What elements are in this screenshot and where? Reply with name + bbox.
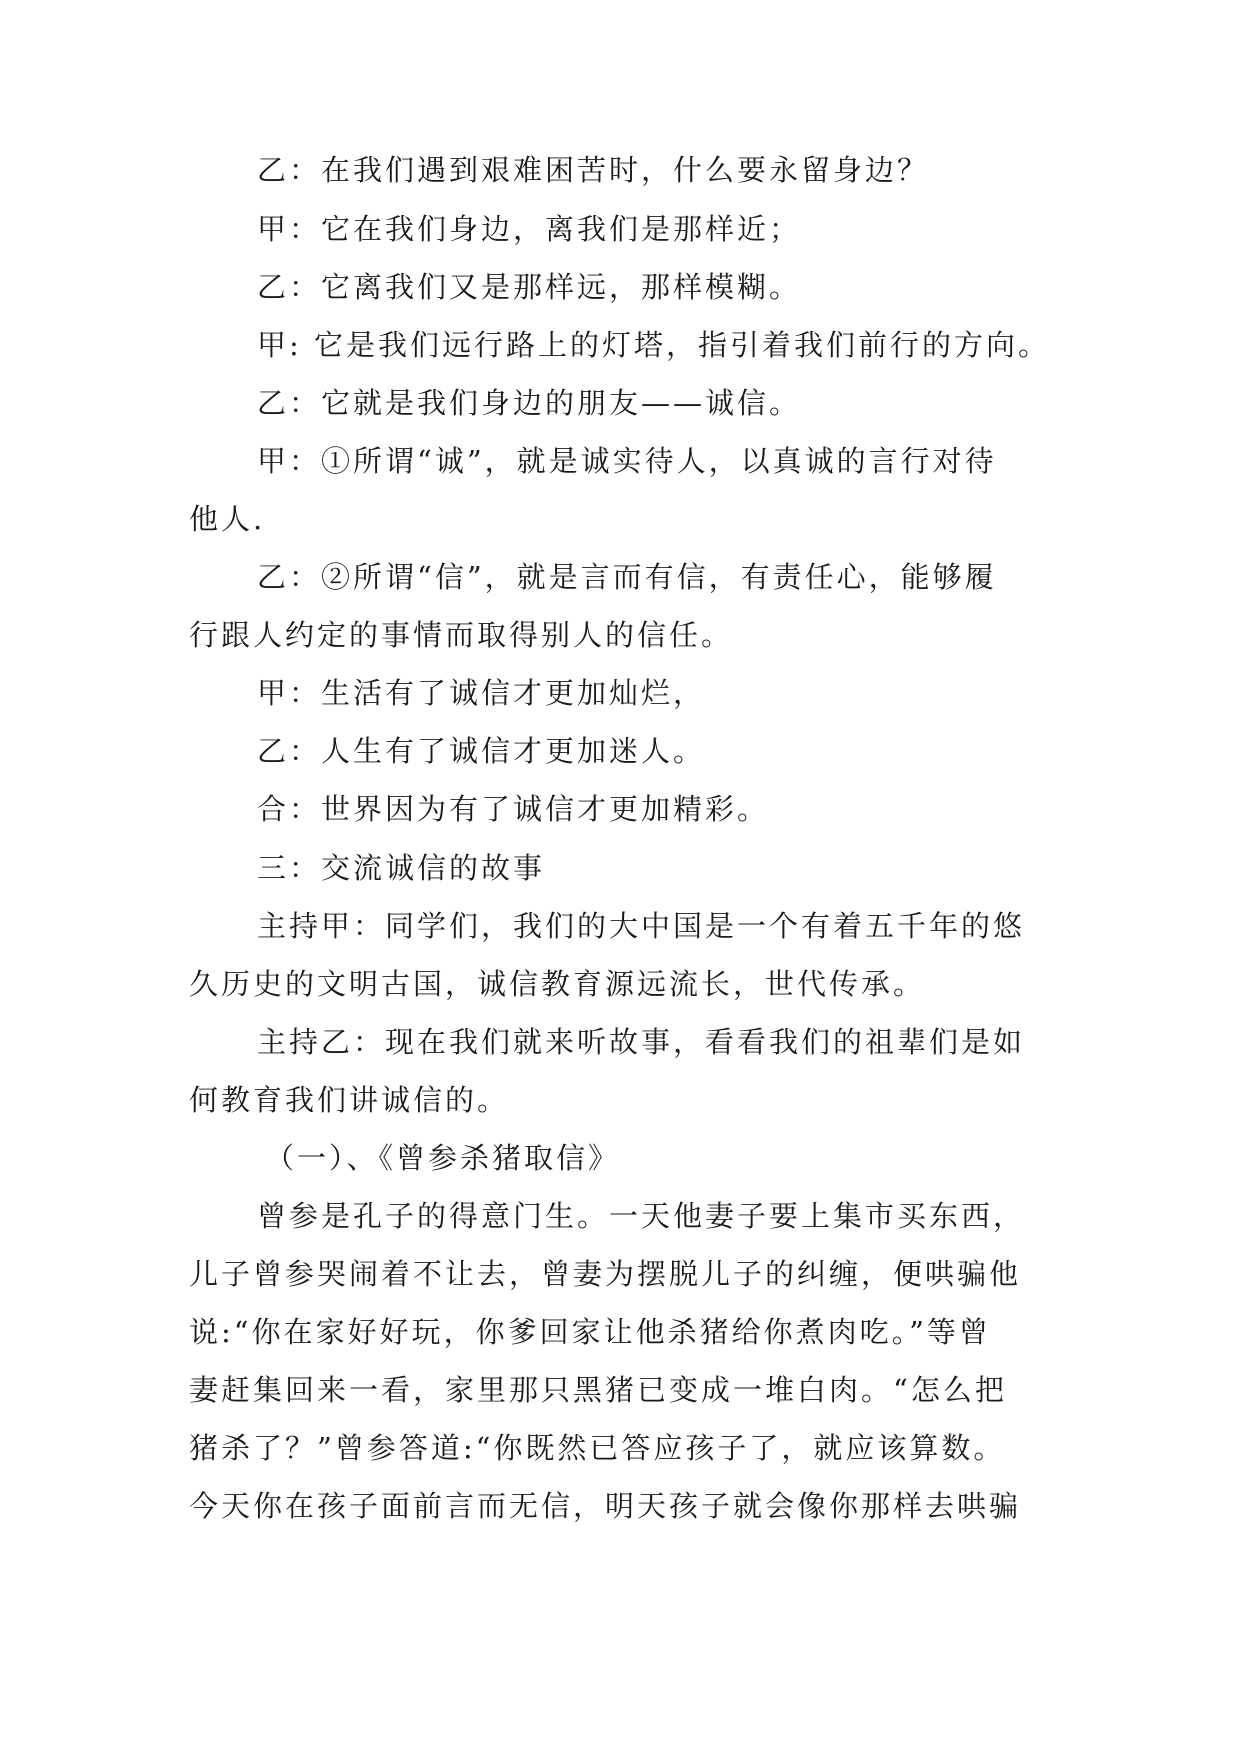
text-line: 他人. bbox=[189, 502, 266, 536]
text-line: 久历史的文明古国，诚信教育源远流长，世代传承。 bbox=[189, 967, 926, 1001]
text-line: 合：世界因为有了诚信才更加精彩。 bbox=[257, 792, 770, 826]
text-line: 儿子曾参哭闹着不让去，曾妻为摆脱儿子的纠缠，便哄骗他 bbox=[189, 1257, 1022, 1291]
text-line: 主持甲：同学们，我们的大中国是一个有着五千年的悠 bbox=[257, 909, 1026, 943]
text-line: 甲: 它是我们远行路上的灯塔，指引着我们前行的方向。 bbox=[257, 328, 1050, 362]
text-line: 说:“你在家好好玩，你爹回家让他杀猪给你煮肉吃。”等曾 bbox=[189, 1315, 991, 1349]
text-line: 甲：①所谓“诚”，就是诚实待人，以真诚的言行对待 bbox=[257, 444, 997, 478]
text-line: 妻赶集回来一看，家里那只黑猪已变成一堆白肉。“怎么把 bbox=[189, 1373, 1007, 1407]
section-heading: 三：交流诚信的故事 bbox=[257, 851, 546, 885]
text-line: 甲：生活有了诚信才更加灿烂， bbox=[257, 676, 706, 710]
text-line: 今天你在孩子面前言而无信，明天孩子就会像你那样去哄骗 bbox=[189, 1489, 1022, 1523]
text-line: 乙：②所谓“信”，就是言而有信，有责任心，能够履 bbox=[257, 560, 997, 594]
text-line: 乙：人生有了诚信才更加迷人。 bbox=[257, 734, 706, 768]
text-line: 乙：它就是我们身边的朋友——诚信。 bbox=[257, 386, 802, 420]
text-line: 曾参是孔子的得意门生。一天他妻子要上集市买东西， bbox=[257, 1199, 1026, 1233]
text-line: 甲：它在我们身边，离我们是那样近； bbox=[257, 212, 802, 246]
text-line: 何教育我们讲诚信的。 bbox=[189, 1083, 510, 1117]
story-title: （一）、《曾参杀猪取信》 bbox=[265, 1141, 621, 1175]
text-line: 行跟人约定的事情而取得别人的信任。 bbox=[189, 618, 734, 652]
text-line: 主持乙：现在我们就来听故事，看看我们的祖辈们是如 bbox=[257, 1025, 1026, 1059]
text-line: 猪杀了？”曾参答道:“你既然已答应孩子了，就应该算数。 bbox=[189, 1431, 1006, 1465]
text-line: 乙：在我们遇到艰难困苦时，什么要永留身边？ bbox=[257, 153, 930, 187]
text-line: 乙：它离我们又是那样远，那样模糊。 bbox=[257, 270, 802, 304]
